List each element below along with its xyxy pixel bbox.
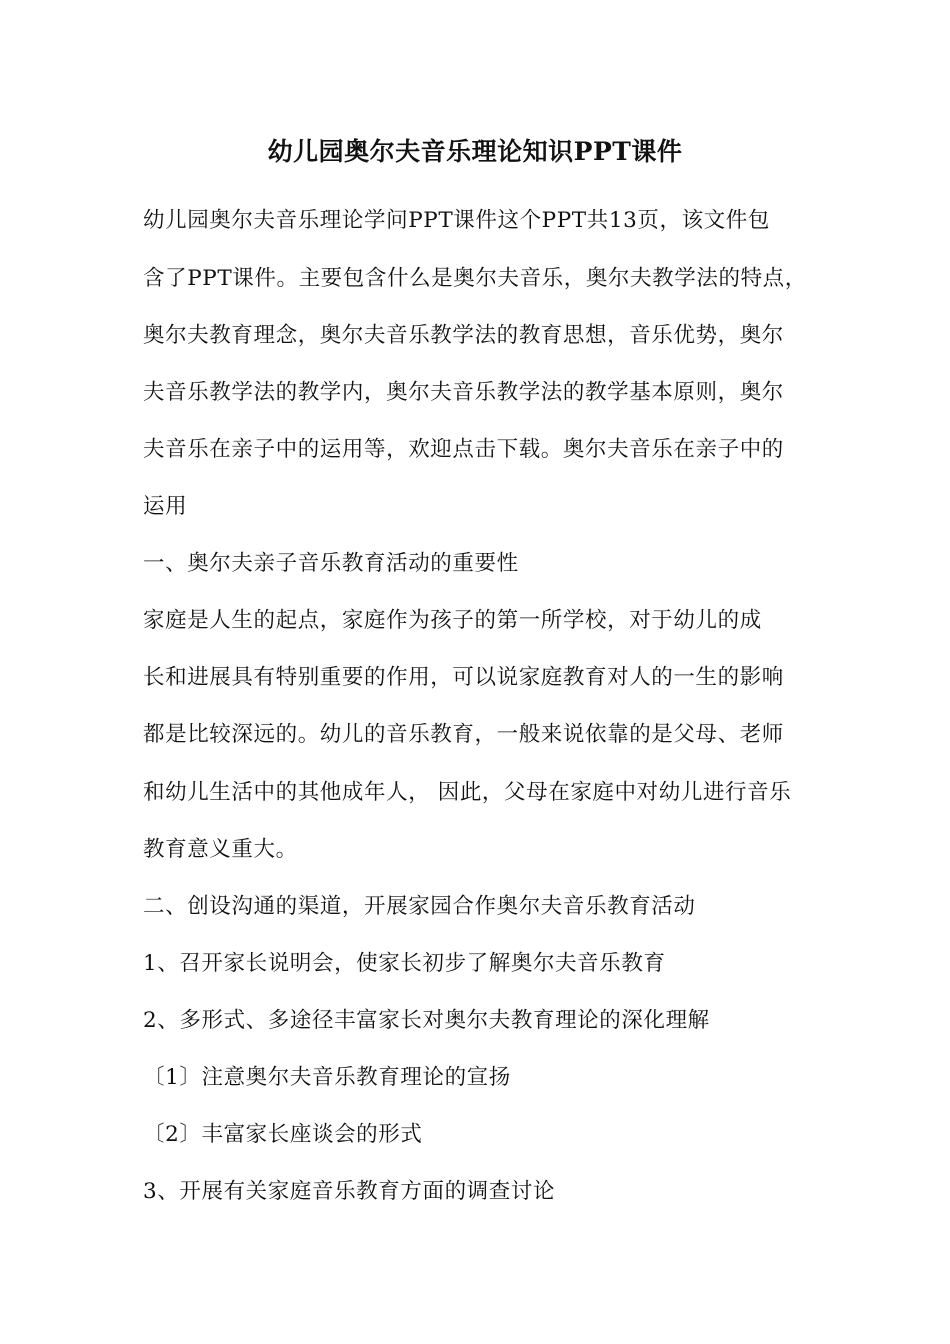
text-line-1: 幼儿园奥尔夫音乐理论学问PPT课件这个PPT共13页，该文件包: [143, 208, 771, 233]
sub-list-item-2: 〔2〕丰富家长座谈会的形式: [143, 1122, 423, 1147]
text-line-3: 奥尔夫教育理念，奥尔夫音乐教学法的教育思想，音乐优势，奥尔: [143, 323, 784, 348]
section-heading-2: 二、创设沟通的渠道，开展家园合作奥尔夫音乐教育活动: [143, 894, 696, 919]
text-line-10: 都是比较深远的。幼儿的音乐教育，一般来说依靠的是父母、老师: [143, 722, 784, 747]
text-line-9: 长和进展具有特别重要的作用，可以说家庭教育对人的一生的影响: [143, 665, 784, 690]
section-heading-1: 一、奥尔夫亲子音乐教育活动的重要性: [143, 551, 519, 576]
list-item-1: 1、召开家长说明会，使家长初步了解奥尔夫音乐教育: [143, 951, 666, 976]
text-line-6: 运用: [143, 494, 188, 519]
list-item-3: 3、开展有关家庭音乐教育方面的调查讨论: [143, 1179, 556, 1204]
sub-list-item-1: 〔1〕注意奥尔夫音乐教育理论的宣扬: [143, 1065, 511, 1090]
text-line-5: 夫音乐在亲子中的运用等，欢迎点击下载。奥尔夫音乐在亲子中的: [143, 437, 784, 462]
document-title: 幼儿园奥尔夫音乐理论知识PPT课件: [267, 137, 683, 166]
text-line-4: 夫音乐教学法的教学内，奥尔夫音乐教学法的教学基本原则，奥尔: [143, 380, 784, 405]
text-line-2: 含了PPT课件。主要包含什么是奥尔夫音乐，奥尔夫教学法的特点，: [143, 266, 807, 291]
text-line-8: 家庭是人生的起点，家庭作为孩子的第一所学校，对于幼儿的成: [143, 608, 762, 633]
text-line-12: 教育意义重大。: [143, 837, 298, 862]
list-item-2: 2、多形式、多途径丰富家长对奥尔夫教育理论的深化理解: [143, 1008, 710, 1033]
text-line-11: 和幼儿生活中的其他成年人， 因此，父母在家庭中对幼儿进行音乐: [143, 780, 792, 805]
